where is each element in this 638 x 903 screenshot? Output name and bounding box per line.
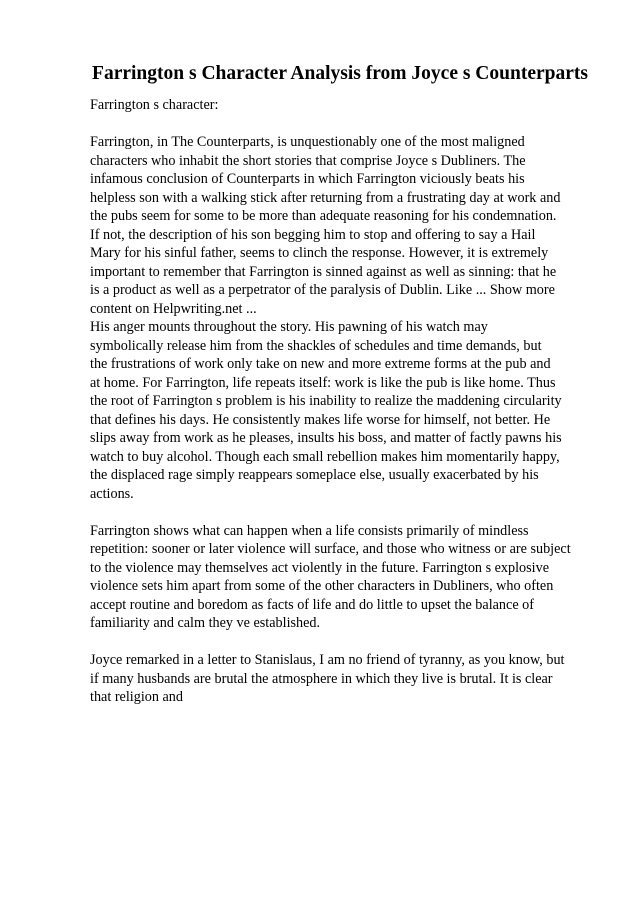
paragraph-line: accept routine and boredom as facts of life and do little to upset the balance of (90, 596, 534, 613)
paragraph-line: watch to buy alcohol. Though each small rebellion makes him momentarily happy, (90, 448, 560, 465)
paragraph-4 (90, 651, 610, 707)
paragraph-line: the pubs seem for some to be more than adequate reasoning for his condemnation. (90, 208, 557, 224)
paragraph-line: slips away from work as he pleases, insults his boss, and matter of factly pawns his (90, 430, 562, 446)
paragraph-line: violence sets him apart from some of the other characters in Dubliners, who often (90, 578, 554, 594)
paragraph-line: Mary for his sinful father, seems to clinch the response. However, it is extremely (90, 245, 549, 261)
paragraph-line: His anger mounts throughout the story. His pawning of his watch may (90, 319, 488, 335)
paragraph-line: infamous conclusion of Counterparts in which Farrington viciously beats his (90, 171, 525, 187)
paragraph-1 (90, 133, 610, 318)
paragraph-line: symbolically release him from the shackles of schedules and time demands, but (90, 337, 542, 354)
paragraph-line: If not, the description of his son begging him to stop and offering to say a Hail (90, 226, 536, 243)
section-heading (90, 96, 610, 115)
paragraph-line: familiarity and calm they ve established. (90, 615, 321, 631)
document-body (90, 96, 610, 707)
section-heading-text: Farrington s character: (90, 97, 219, 113)
paragraph-line: Farrington shows what can happen when a life consists primarily of mindless (90, 522, 529, 539)
paragraph-2 (90, 318, 610, 503)
paragraph-line: is a product as well as a perpetrator of the paralysis of Dublin. Like ... Show more (90, 282, 555, 298)
paragraph-line: important to remember that Farrington is sinned against as well as sinning: that he (90, 263, 557, 280)
paragraph-line: that defines his days. He consistently makes life worse for himself, not better. He (90, 411, 551, 428)
paragraph-line: actions. (90, 485, 134, 502)
paragraph-line: the root of Farrington s problem is his inability to realize the maddening circularity (90, 393, 562, 409)
paragraph-line: that religion and (90, 689, 183, 705)
paragraph-line: repetition: sooner or later violence will surface, and those who witness or are subject (90, 541, 571, 557)
paragraph-3 (90, 522, 610, 633)
paragraph-line: the frustrations of work only take on new and more extreme forms at the pub and (90, 356, 551, 372)
paragraph-spacer (90, 115, 610, 134)
paragraph-line: characters who inhabit the short stories that comprise Joyce s Dubliners. The (90, 152, 526, 169)
paragraph-spacer (90, 633, 610, 652)
paragraph-line: at home. For Farrington, life repeats itself: work is like the pub is like home. Thus (90, 374, 556, 391)
document-title: Farrington s Character Analysis from Joyce s Counterparts (92, 63, 588, 84)
paragraph-line: helpless son with a walking stick after returning from a frustrating day at work and (90, 189, 561, 206)
paragraph-line: content on Helpwriting.net ... (90, 300, 257, 317)
paragraph-line: to the violence may themselves act violently in the future. Farrington s explosive (90, 559, 550, 576)
paragraph-line: if many husbands are brutal the atmosphere in which they live is brutal. It is clear (90, 670, 553, 687)
paragraph-spacer (90, 503, 610, 522)
paragraph-line: Joyce remarked in a letter to Stanislaus, I am no friend of tyranny, as you know, but (90, 652, 565, 668)
paragraph-line: Farrington, in The Counterparts, is unquestionably one of the most maligned (90, 134, 525, 150)
paragraph-line: the displaced rage simply reappears someplace else, usually exacerbated by his (90, 467, 539, 483)
